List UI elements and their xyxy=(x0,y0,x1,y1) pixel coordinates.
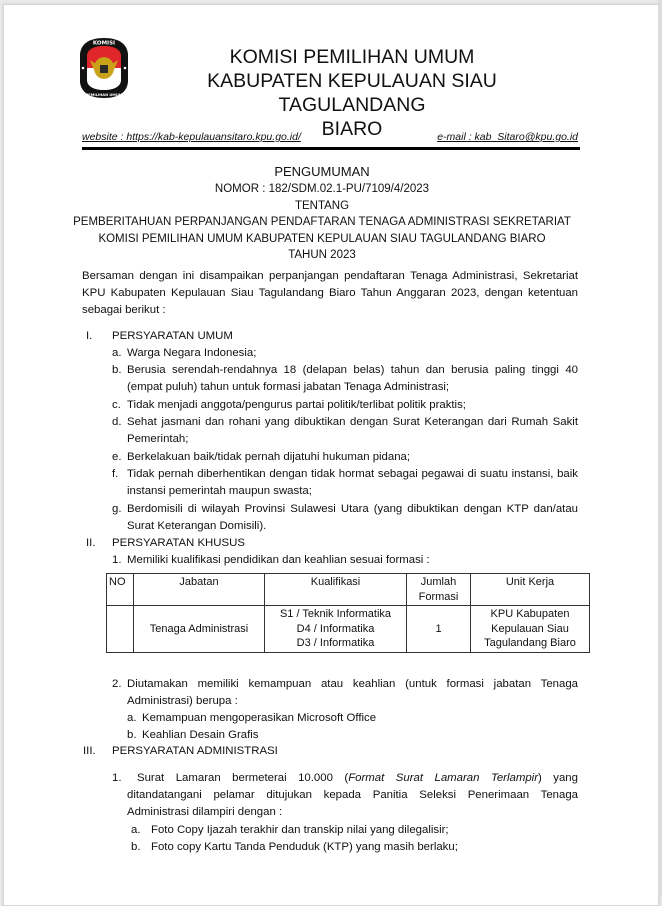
col-no: NO xyxy=(107,574,134,606)
table-header-row xyxy=(107,574,590,606)
list-item: b. Foto copy Kartu Tanda Penduduk (KTP) yang masih berlaku; xyxy=(131,841,458,853)
section-3-numeral: III. xyxy=(83,745,96,757)
col-kualifikasi: Kualifikasi xyxy=(265,574,407,606)
section-2-title: PERSYARATAN KHUSUS xyxy=(112,537,245,549)
institution-line-1: KOMISI PEMILIHAN UMUM xyxy=(229,46,475,68)
kpu-garuda-emblem-icon xyxy=(77,36,131,100)
email-link[interactable]: e-mail : kab_Sitaro@kpu.go.id xyxy=(437,131,578,143)
col-jabatan: Jabatan xyxy=(134,574,265,606)
institution-line-3: BIARO xyxy=(321,118,383,140)
institution-line-2: KABUPATEN KEPULAUAN SIAU TAGULANDANG xyxy=(207,70,497,116)
cell-jumlah: 1 xyxy=(407,606,471,653)
list-item: b. Berusia serendah-rendahnya 18 (delapan belas) tahun dan berusia paling tinggi 40 (empat puluh) tahun untuk formasi jabatan Tenaga Administrasi; xyxy=(112,364,578,394)
surat-lamaran-text: Surat Lamaran bermeterai 10.000 (Format Surat Lamaran Terlampir) yang ditandatangani pelamar ditujukan kepada Panitia Seleksi Penerimaan Tenaga Administrasi dilampiri dengan : xyxy=(127,772,578,819)
formation-table xyxy=(106,573,590,653)
announcement-number: NOMOR : 182/SDM.02.1-PU/7109/4/2023 xyxy=(214,183,430,195)
letterhead-divider xyxy=(82,147,580,150)
logo-bottom-text: PEMILIHAN UMUM xyxy=(85,93,123,97)
list-item: g. Berdomisili di wilayah Provinsi Sulawesi Utara (yang dibuktikan dengan KTP dan/atau Surat Keterangan Domisili). xyxy=(112,503,578,533)
list-item: d. Sehat jasmani dan rohani yang dibuktikan dengan Surat Keterangan dari Rumah Sakit Pemerintah; xyxy=(112,416,578,446)
list-item: a. Warga Negara Indonesia; xyxy=(112,347,257,359)
list-item: 2. Diutamakan memiliki kemampuan atau keahlian (untuk formasi jabatan Tenaga Administrasi) berupa : xyxy=(112,678,578,708)
list-item: c. Tidak menjadi anggota/pengurus partai politik/terlibat politik praktis; xyxy=(112,399,466,411)
institution-name xyxy=(132,45,572,141)
cell-jabatan: Tenaga Administrasi xyxy=(134,606,265,653)
section-2-numeral: II. xyxy=(86,537,96,549)
website-link[interactable]: website : https://kab-kepulauansitaro.kpu.go.id/ xyxy=(82,131,301,143)
col-unit-kerja: Unit Kerja xyxy=(471,574,590,606)
list-item: 1. Memiliki kualifikasi pendidikan dan keahlian sesuai formasi : xyxy=(112,554,430,566)
section-1-numeral: I. xyxy=(86,330,93,342)
list-item: a. Foto Copy Ijazah terakhir dan transkip nilai yang dilegalisir; xyxy=(131,824,449,836)
announcement-subject-1: PEMBERITAHUAN PERPANJANGAN PENDAFTARAN TENAGA ADMINISTRASI SEKRETARIAT xyxy=(73,216,571,228)
list-item: 1. Surat Lamaran bermeterai 10.000 (Format Surat Lamaran Terlampir) yang ditandatangani pelamar ditujukan kepada Panitia Seleksi Penerimaan Tenaga Administrasi dilampiri dengan : xyxy=(112,770,578,822)
table-row xyxy=(107,606,590,653)
section-1-title: PERSYARATAN UMUM xyxy=(112,330,233,342)
list-item: f. Tidak pernah diberhentikan dengan tidak hormat sebagai pegawai di suatu instansi, baik instansi pemerintah maupun swasta; xyxy=(112,468,578,498)
cell-kualifikasi: S1 / Teknik Informatika D4 / Informatika D3 / Informatika xyxy=(265,606,407,653)
announcement-subject-2: KOMISI PEMILIHAN UMUM KABUPATEN KEPULAUAN SIAU TAGULANDANG BIARO xyxy=(98,232,546,245)
list-item: a. Kemampuan mengoperasikan Microsoft Office xyxy=(127,712,377,724)
announcement-title: PENGUMUMAN xyxy=(274,164,370,179)
announcement-year: TAHUN 2023 xyxy=(288,249,356,261)
list-item: b. Keahlian Desain Grafis xyxy=(127,729,259,741)
announcement-heading xyxy=(62,163,582,264)
cell-unit-kerja: KPU Kabupaten Kepulauan Siau Tagulandang Biaro xyxy=(471,606,590,653)
col-jumlah-formasi: Jumlah Formasi xyxy=(407,574,471,606)
cell-no xyxy=(107,606,134,653)
section-3-title: PERSYARATAN ADMINISTRASI xyxy=(112,745,278,757)
list-item: e. Berkelakuan baik/tidak pernah dijatuhi hukuman pidana; xyxy=(112,451,411,463)
logo-top-text: KOMISI xyxy=(92,40,116,47)
announcement-about: TENTANG xyxy=(294,199,350,212)
intro-paragraph: Bersaman dengan ini disampaikan perpanjangan pendaftaran Tenaga Administrasi, Sekretariat KPU Kabupaten Kepulauan Siau Tagulandang Biaro Tahun Anggaran 2023, dengan ketentuan sebagai berikut : xyxy=(82,270,578,317)
scrollbar[interactable] xyxy=(658,0,662,897)
